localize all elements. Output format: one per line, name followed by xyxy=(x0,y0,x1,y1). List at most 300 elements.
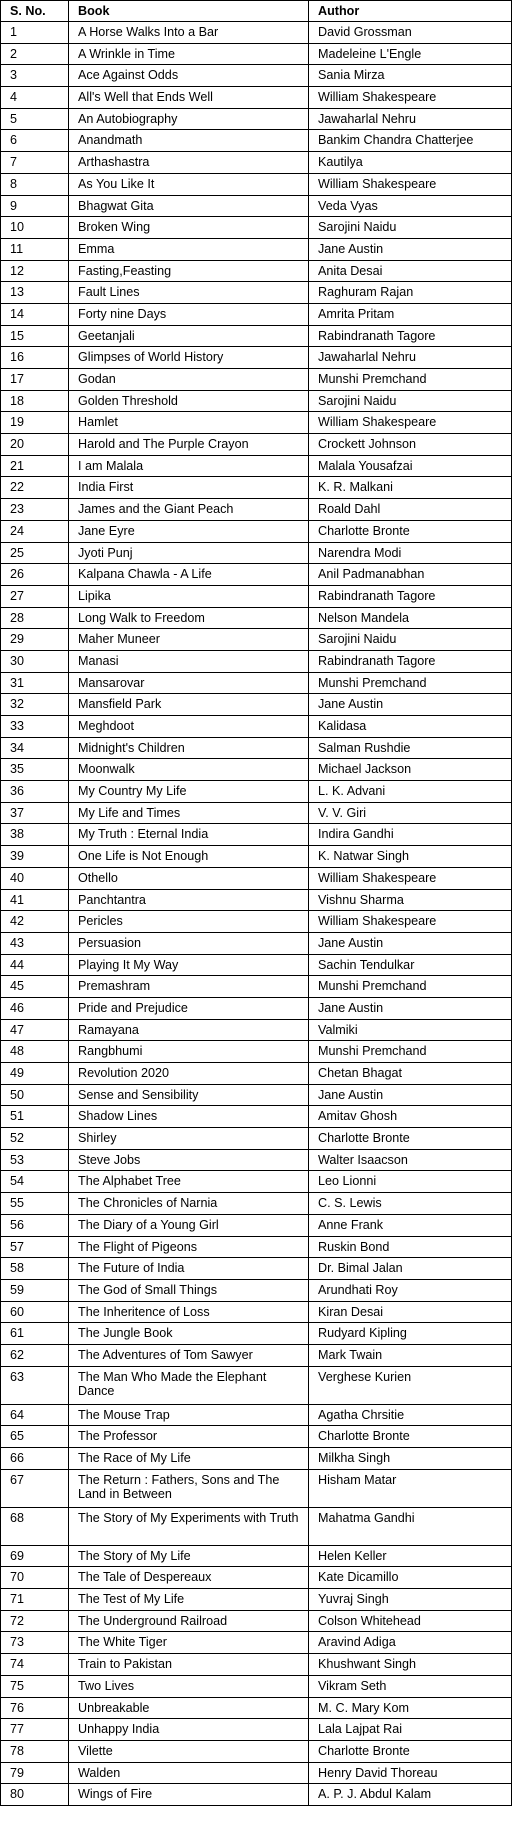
cell-author: Kiran Desai xyxy=(309,1301,512,1323)
cell-book: India First xyxy=(69,477,309,499)
cell-book: Fault Lines xyxy=(69,282,309,304)
cell-author: C. S. Lewis xyxy=(309,1193,512,1215)
cell-book: Train to Pakistan xyxy=(69,1654,309,1676)
cell-sno: 31 xyxy=(1,672,69,694)
cell-book: The Mouse Trap xyxy=(69,1404,309,1426)
cell-sno: 63 xyxy=(1,1366,69,1404)
cell-sno: 46 xyxy=(1,997,69,1019)
table-row xyxy=(1,759,512,781)
cell-author: Salman Rushdie xyxy=(309,737,512,759)
cell-author: Anita Desai xyxy=(309,260,512,282)
cell-author: Henry David Thoreau xyxy=(309,1762,512,1784)
table-row xyxy=(1,1063,512,1085)
cell-author: William Shakespeare xyxy=(309,412,512,434)
table-row xyxy=(1,1323,512,1345)
cell-author: Mark Twain xyxy=(309,1344,512,1366)
cell-book: Fasting,Feasting xyxy=(69,260,309,282)
cell-author: Jawaharlal Nehru xyxy=(309,347,512,369)
cell-book: My Truth : Eternal India xyxy=(69,824,309,846)
cell-author: Vishnu Sharma xyxy=(309,889,512,911)
cell-book: Midnight's Children xyxy=(69,737,309,759)
table-row xyxy=(1,1762,512,1784)
cell-book: Playing It My Way xyxy=(69,954,309,976)
table-row xyxy=(1,911,512,933)
cell-sno: 53 xyxy=(1,1149,69,1171)
cell-author: Dr. Bimal Jalan xyxy=(309,1258,512,1280)
cell-author: M. C. Mary Kom xyxy=(309,1697,512,1719)
cell-sno: 38 xyxy=(1,824,69,846)
header-author: Author xyxy=(309,1,512,22)
table-row xyxy=(1,650,512,672)
table-row xyxy=(1,1654,512,1676)
table-row xyxy=(1,1084,512,1106)
cell-author: William Shakespeare xyxy=(309,173,512,195)
cell-sno: 72 xyxy=(1,1610,69,1632)
cell-sno: 73 xyxy=(1,1632,69,1654)
table-row xyxy=(1,1193,512,1215)
cell-author: Munshi Premchand xyxy=(309,672,512,694)
cell-sno: 14 xyxy=(1,303,69,325)
cell-author: K. R. Malkani xyxy=(309,477,512,499)
cell-author: Milkha Singh xyxy=(309,1448,512,1470)
table-row xyxy=(1,672,512,694)
cell-sno: 30 xyxy=(1,650,69,672)
cell-book: Emma xyxy=(69,238,309,260)
cell-sno: 35 xyxy=(1,759,69,781)
cell-sno: 26 xyxy=(1,564,69,586)
table-row xyxy=(1,1019,512,1041)
cell-book: The Tale of Despereaux xyxy=(69,1567,309,1589)
cell-book: The Story of My Life xyxy=(69,1545,309,1567)
cell-book: Two Lives xyxy=(69,1675,309,1697)
cell-sno: 8 xyxy=(1,173,69,195)
cell-author: Charlotte Bronte xyxy=(309,520,512,542)
cell-book: One Life is Not Enough xyxy=(69,846,309,868)
cell-author: Charlotte Bronte xyxy=(309,1426,512,1448)
table-row xyxy=(1,737,512,759)
table-row xyxy=(1,802,512,824)
cell-sno: 39 xyxy=(1,846,69,868)
cell-author: Mahatma Gandhi xyxy=(309,1507,512,1545)
cell-book: Harold and The Purple Crayon xyxy=(69,434,309,456)
cell-book: The Adventures of Tom Sawyer xyxy=(69,1344,309,1366)
cell-sno: 36 xyxy=(1,781,69,803)
table-row xyxy=(1,1258,512,1280)
cell-sno: 42 xyxy=(1,911,69,933)
cell-sno: 65 xyxy=(1,1426,69,1448)
cell-author: Narendra Modi xyxy=(309,542,512,564)
cell-sno: 75 xyxy=(1,1675,69,1697)
cell-sno: 80 xyxy=(1,1784,69,1806)
cell-book: Jane Eyre xyxy=(69,520,309,542)
cell-book: The Story of My Experiments with Truth xyxy=(69,1507,309,1545)
cell-book: The Diary of a Young Girl xyxy=(69,1214,309,1236)
cell-book: Steve Jobs xyxy=(69,1149,309,1171)
cell-author: Veda Vyas xyxy=(309,195,512,217)
table-row xyxy=(1,932,512,954)
table-row xyxy=(1,152,512,174)
table-row xyxy=(1,976,512,998)
cell-sno: 76 xyxy=(1,1697,69,1719)
cell-author: L. K. Advani xyxy=(309,781,512,803)
cell-sno: 68 xyxy=(1,1507,69,1545)
cell-author: Sarojini Naidu xyxy=(309,217,512,239)
cell-author: Nelson Mandela xyxy=(309,607,512,629)
cell-sno: 60 xyxy=(1,1301,69,1323)
cell-author: Madeleine L'Engle xyxy=(309,43,512,65)
table-row xyxy=(1,1740,512,1762)
table-row xyxy=(1,889,512,911)
cell-sno: 70 xyxy=(1,1567,69,1589)
cell-book: The Professor xyxy=(69,1426,309,1448)
cell-sno: 2 xyxy=(1,43,69,65)
header-sno: S. No. xyxy=(1,1,69,22)
cell-author: Walter Isaacson xyxy=(309,1149,512,1171)
cell-book: Vilette xyxy=(69,1740,309,1762)
table-row xyxy=(1,1567,512,1589)
cell-author: Jawaharlal Nehru xyxy=(309,108,512,130)
cell-book: Ace Against Odds xyxy=(69,65,309,87)
cell-sno: 1 xyxy=(1,22,69,44)
table-header xyxy=(1,1,512,22)
cell-book: Rangbhumi xyxy=(69,1041,309,1063)
cell-sno: 6 xyxy=(1,130,69,152)
cell-sno: 4 xyxy=(1,87,69,109)
cell-author: Jane Austin xyxy=(309,238,512,260)
cell-author: Verghese Kurien xyxy=(309,1366,512,1404)
cell-book: As You Like It xyxy=(69,173,309,195)
table-row xyxy=(1,195,512,217)
table-row xyxy=(1,542,512,564)
table-row xyxy=(1,1279,512,1301)
cell-book: Anandmath xyxy=(69,130,309,152)
cell-sno: 11 xyxy=(1,238,69,260)
table-row xyxy=(1,1041,512,1063)
cell-author: Sarojini Naidu xyxy=(309,629,512,651)
table-row xyxy=(1,173,512,195)
cell-book: Long Walk to Freedom xyxy=(69,607,309,629)
table-row xyxy=(1,716,512,738)
table-row xyxy=(1,1344,512,1366)
table-row xyxy=(1,282,512,304)
cell-book: The Return : Fathers, Sons and The Land in Between xyxy=(69,1469,309,1507)
cell-book: Manasi xyxy=(69,650,309,672)
cell-sno: 20 xyxy=(1,434,69,456)
cell-sno: 62 xyxy=(1,1344,69,1366)
table-row xyxy=(1,781,512,803)
cell-author: William Shakespeare xyxy=(309,911,512,933)
cell-author: Amrita Pritam xyxy=(309,303,512,325)
table-row xyxy=(1,369,512,391)
cell-author: Jane Austin xyxy=(309,1084,512,1106)
table-row xyxy=(1,1149,512,1171)
cell-book: The White Tiger xyxy=(69,1632,309,1654)
cell-book: Arthashastra xyxy=(69,152,309,174)
cell-book: Glimpses of World History xyxy=(69,347,309,369)
cell-sno: 15 xyxy=(1,325,69,347)
cell-sno: 74 xyxy=(1,1654,69,1676)
table-row xyxy=(1,1448,512,1470)
table-row xyxy=(1,846,512,868)
table-row xyxy=(1,65,512,87)
header-row xyxy=(1,1,512,22)
cell-author: Rudyard Kipling xyxy=(309,1323,512,1345)
cell-sno: 41 xyxy=(1,889,69,911)
table-row xyxy=(1,22,512,44)
table-row xyxy=(1,238,512,260)
cell-book: An Autobiography xyxy=(69,108,309,130)
cell-author: William Shakespeare xyxy=(309,867,512,889)
cell-book: Moonwalk xyxy=(69,759,309,781)
table-row xyxy=(1,564,512,586)
cell-author: Jane Austin xyxy=(309,694,512,716)
cell-book: Unhappy India xyxy=(69,1719,309,1741)
cell-sno: 23 xyxy=(1,499,69,521)
table-row xyxy=(1,87,512,109)
cell-sno: 71 xyxy=(1,1589,69,1611)
cell-sno: 28 xyxy=(1,607,69,629)
table-row xyxy=(1,455,512,477)
cell-author: Michael Jackson xyxy=(309,759,512,781)
table-row xyxy=(1,607,512,629)
cell-sno: 21 xyxy=(1,455,69,477)
cell-sno: 7 xyxy=(1,152,69,174)
cell-book: Kalpana Chawla - A Life xyxy=(69,564,309,586)
cell-book: Pride and Prejudice xyxy=(69,997,309,1019)
table-row xyxy=(1,1589,512,1611)
cell-sno: 54 xyxy=(1,1171,69,1193)
table-row xyxy=(1,694,512,716)
cell-author: Anil Padmanabhan xyxy=(309,564,512,586)
cell-author: Indira Gandhi xyxy=(309,824,512,846)
cell-book: Lipika xyxy=(69,585,309,607)
cell-book: Unbreakable xyxy=(69,1697,309,1719)
cell-book: The Underground Railroad xyxy=(69,1610,309,1632)
table-row xyxy=(1,824,512,846)
cell-sno: 24 xyxy=(1,520,69,542)
table-row xyxy=(1,1697,512,1719)
table-row xyxy=(1,260,512,282)
cell-sno: 50 xyxy=(1,1084,69,1106)
cell-sno: 43 xyxy=(1,932,69,954)
cell-sno: 55 xyxy=(1,1193,69,1215)
cell-sno: 44 xyxy=(1,954,69,976)
cell-book: Wings of Fire xyxy=(69,1784,309,1806)
cell-sno: 17 xyxy=(1,369,69,391)
cell-author: Roald Dahl xyxy=(309,499,512,521)
cell-book: The Man Who Made the Elephant Dance xyxy=(69,1366,309,1404)
table-row xyxy=(1,1675,512,1697)
cell-book: The Future of India xyxy=(69,1258,309,1280)
cell-book: Meghdoot xyxy=(69,716,309,738)
cell-author: Malala Yousafzai xyxy=(309,455,512,477)
cell-book: The God of Small Things xyxy=(69,1279,309,1301)
cell-sno: 47 xyxy=(1,1019,69,1041)
cell-author: Aravind Adiga xyxy=(309,1632,512,1654)
cell-sno: 10 xyxy=(1,217,69,239)
cell-author: Amitav Ghosh xyxy=(309,1106,512,1128)
cell-author: Ruskin Bond xyxy=(309,1236,512,1258)
cell-sno: 18 xyxy=(1,390,69,412)
cell-sno: 29 xyxy=(1,629,69,651)
cell-book: The Race of My Life xyxy=(69,1448,309,1470)
cell-book: Geetanjali xyxy=(69,325,309,347)
cell-book: My Life and Times xyxy=(69,802,309,824)
table-row xyxy=(1,1426,512,1448)
cell-book: Jyoti Punj xyxy=(69,542,309,564)
cell-author: Sarojini Naidu xyxy=(309,390,512,412)
cell-book: Bhagwat Gita xyxy=(69,195,309,217)
cell-book: Mansfield Park xyxy=(69,694,309,716)
cell-book: Walden xyxy=(69,1762,309,1784)
table-row xyxy=(1,1469,512,1507)
cell-author: Rabindranath Tagore xyxy=(309,325,512,347)
cell-book: Ramayana xyxy=(69,1019,309,1041)
table-row xyxy=(1,867,512,889)
cell-author: Munshi Premchand xyxy=(309,976,512,998)
table-row xyxy=(1,434,512,456)
cell-book: Panchtantra xyxy=(69,889,309,911)
cell-author: Jane Austin xyxy=(309,932,512,954)
cell-book: The Flight of Pigeons xyxy=(69,1236,309,1258)
table-row xyxy=(1,954,512,976)
cell-sno: 40 xyxy=(1,867,69,889)
cell-sno: 19 xyxy=(1,412,69,434)
cell-book: Hamlet xyxy=(69,412,309,434)
cell-book: A Horse Walks Into a Bar xyxy=(69,22,309,44)
cell-sno: 61 xyxy=(1,1323,69,1345)
cell-author: Chetan Bhagat xyxy=(309,1063,512,1085)
header-book: Book xyxy=(69,1,309,22)
cell-sno: 37 xyxy=(1,802,69,824)
cell-book: All's Well that Ends Well xyxy=(69,87,309,109)
cell-author: K. Natwar Singh xyxy=(309,846,512,868)
cell-sno: 9 xyxy=(1,195,69,217)
cell-book: Broken Wing xyxy=(69,217,309,239)
cell-sno: 13 xyxy=(1,282,69,304)
cell-book: The Inheritence of Loss xyxy=(69,1301,309,1323)
cell-book: Forty nine Days xyxy=(69,303,309,325)
cell-sno: 33 xyxy=(1,716,69,738)
cell-author: Kate Dicamillo xyxy=(309,1567,512,1589)
table-row xyxy=(1,108,512,130)
table-row xyxy=(1,629,512,651)
cell-author: Kalidasa xyxy=(309,716,512,738)
cell-book: My Country My Life xyxy=(69,781,309,803)
cell-sno: 5 xyxy=(1,108,69,130)
cell-author: Rabindranath Tagore xyxy=(309,585,512,607)
cell-sno: 22 xyxy=(1,477,69,499)
table-row xyxy=(1,217,512,239)
cell-author: Jane Austin xyxy=(309,997,512,1019)
cell-author: Hisham Matar xyxy=(309,1469,512,1507)
table-body xyxy=(1,22,512,1806)
cell-sno: 49 xyxy=(1,1063,69,1085)
cell-author: Crockett Johnson xyxy=(309,434,512,456)
cell-author: Munshi Premchand xyxy=(309,369,512,391)
table-row xyxy=(1,1784,512,1806)
cell-sno: 79 xyxy=(1,1762,69,1784)
cell-author: Yuvraj Singh xyxy=(309,1589,512,1611)
cell-author: Helen Keller xyxy=(309,1545,512,1567)
cell-sno: 77 xyxy=(1,1719,69,1741)
cell-book: Mansarovar xyxy=(69,672,309,694)
cell-author: V. V. Giri xyxy=(309,802,512,824)
cell-sno: 64 xyxy=(1,1404,69,1426)
cell-sno: 16 xyxy=(1,347,69,369)
cell-sno: 78 xyxy=(1,1740,69,1762)
cell-author: Charlotte Bronte xyxy=(309,1128,512,1150)
table-row xyxy=(1,1404,512,1426)
cell-author: Valmiki xyxy=(309,1019,512,1041)
cell-sno: 32 xyxy=(1,694,69,716)
cell-sno: 66 xyxy=(1,1448,69,1470)
cell-sno: 27 xyxy=(1,585,69,607)
cell-author: Charlotte Bronte xyxy=(309,1740,512,1762)
cell-book: Godan xyxy=(69,369,309,391)
cell-book: Premashram xyxy=(69,976,309,998)
cell-author: Arundhati Roy xyxy=(309,1279,512,1301)
cell-sno: 51 xyxy=(1,1106,69,1128)
table-row xyxy=(1,1128,512,1150)
cell-author: Agatha Chrsitie xyxy=(309,1404,512,1426)
cell-sno: 3 xyxy=(1,65,69,87)
table-row xyxy=(1,1366,512,1404)
cell-book: Shirley xyxy=(69,1128,309,1150)
cell-author: Rabindranath Tagore xyxy=(309,650,512,672)
cell-author: Raghuram Rajan xyxy=(309,282,512,304)
cell-author: A. P. J. Abdul Kalam xyxy=(309,1784,512,1806)
table-row xyxy=(1,1507,512,1545)
cell-sno: 48 xyxy=(1,1041,69,1063)
cell-sno: 58 xyxy=(1,1258,69,1280)
table-row xyxy=(1,1171,512,1193)
cell-author: Khushwant Singh xyxy=(309,1654,512,1676)
cell-sno: 34 xyxy=(1,737,69,759)
table-row xyxy=(1,585,512,607)
cell-sno: 67 xyxy=(1,1469,69,1507)
cell-book: Revolution 2020 xyxy=(69,1063,309,1085)
cell-book: James and the Giant Peach xyxy=(69,499,309,521)
cell-book: The Alphabet Tree xyxy=(69,1171,309,1193)
cell-book: Persuasion xyxy=(69,932,309,954)
table-row xyxy=(1,1301,512,1323)
cell-author: David Grossman xyxy=(309,22,512,44)
table-row xyxy=(1,325,512,347)
table-row xyxy=(1,477,512,499)
table-row xyxy=(1,1545,512,1567)
cell-author: Leo Lionni xyxy=(309,1171,512,1193)
cell-book: Sense and Sensibility xyxy=(69,1084,309,1106)
table-row xyxy=(1,1236,512,1258)
cell-author: Vikram Seth xyxy=(309,1675,512,1697)
cell-sno: 12 xyxy=(1,260,69,282)
cell-sno: 57 xyxy=(1,1236,69,1258)
cell-book: The Test of My Life xyxy=(69,1589,309,1611)
table-row xyxy=(1,1632,512,1654)
cell-author: Kautilya xyxy=(309,152,512,174)
cell-book: Shadow Lines xyxy=(69,1106,309,1128)
table-row xyxy=(1,1610,512,1632)
table-row xyxy=(1,1214,512,1236)
cell-book: The Jungle Book xyxy=(69,1323,309,1345)
cell-book: The Chronicles of Narnia xyxy=(69,1193,309,1215)
cell-book: Othello xyxy=(69,867,309,889)
cell-sno: 25 xyxy=(1,542,69,564)
cell-author: Anne Frank xyxy=(309,1214,512,1236)
cell-book: Maher Muneer xyxy=(69,629,309,651)
cell-book: Pericles xyxy=(69,911,309,933)
